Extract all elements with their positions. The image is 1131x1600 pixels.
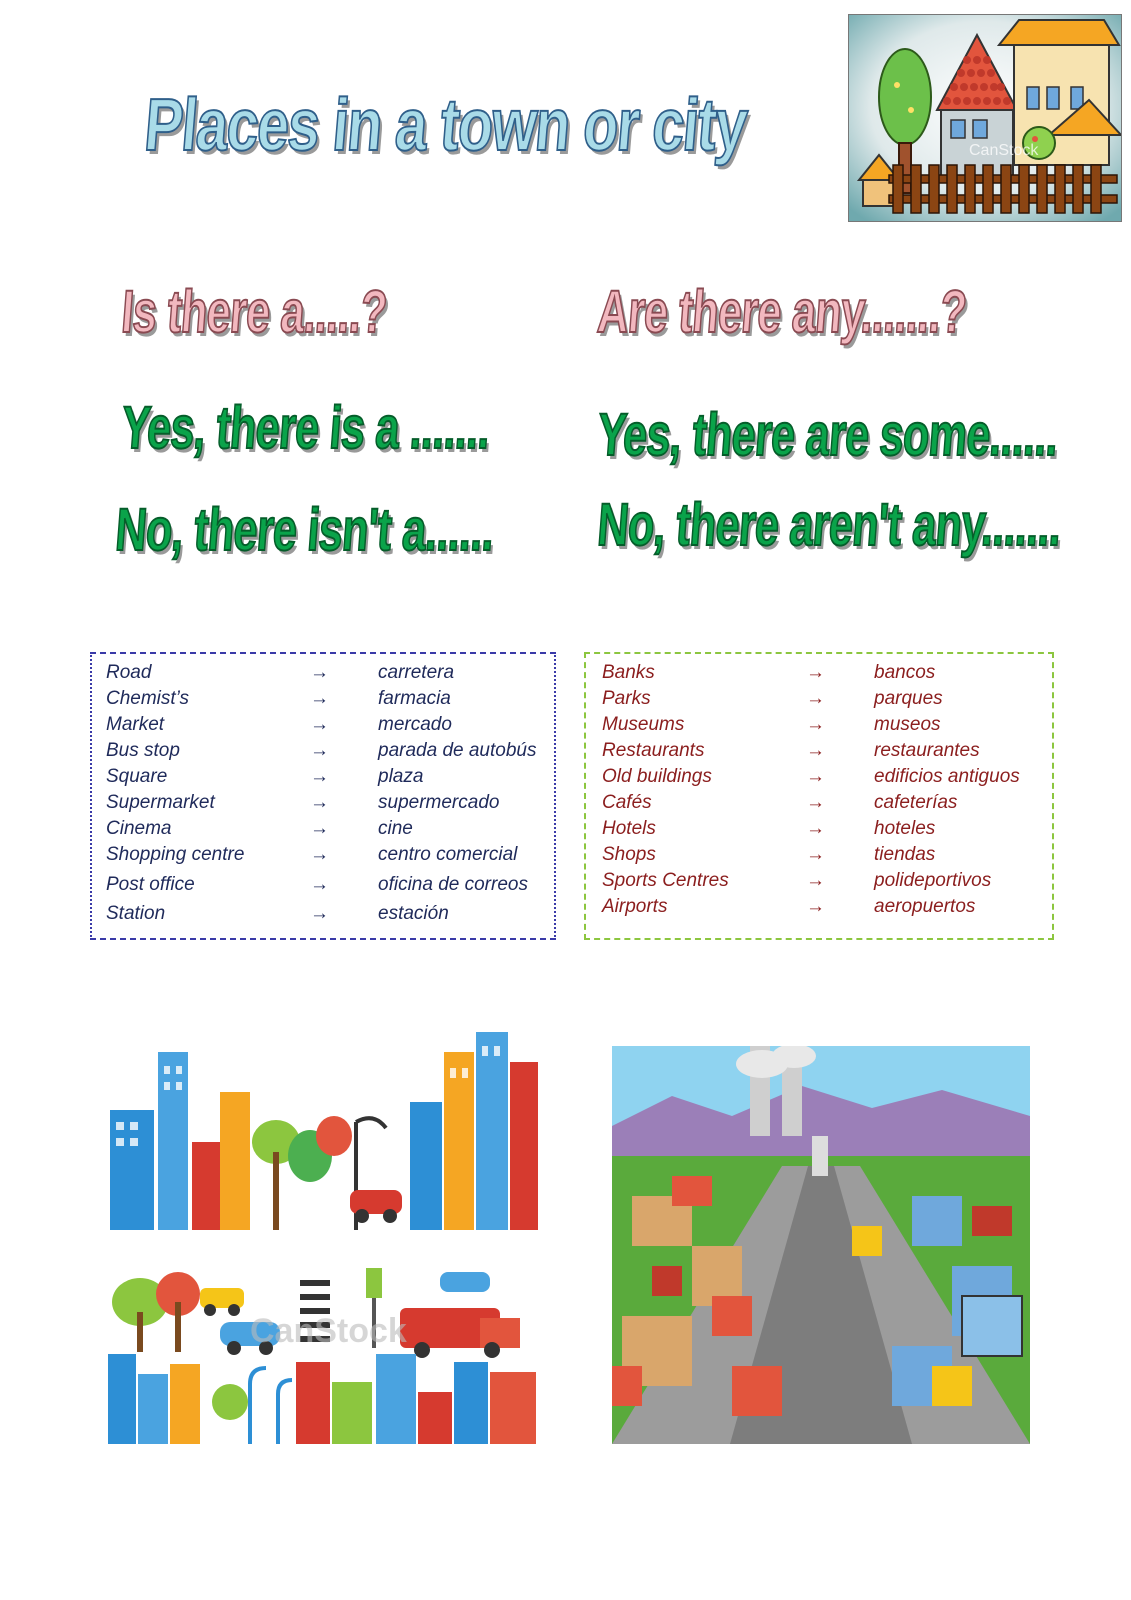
spanish-word: aeropuertos — [874, 896, 976, 917]
english-word: Station — [106, 903, 166, 924]
arrow-icon: → — [310, 844, 329, 865]
english-word: Supermarket — [106, 792, 215, 813]
arrow-icon: → — [806, 844, 825, 865]
english-word: Old buildings — [602, 766, 712, 787]
arrow-icon: → — [806, 714, 825, 735]
vocab-row — [92, 740, 554, 766]
arrow-icon: → — [310, 818, 329, 839]
english-word: Museums — [602, 714, 685, 735]
english-word: Market — [106, 714, 165, 735]
arrow-icon: → — [310, 903, 329, 924]
english-word: Square — [106, 766, 168, 787]
vocabulary-box-plural — [584, 652, 1054, 940]
spanish-word: plaza — [378, 766, 424, 787]
vocab-row — [586, 870, 1052, 896]
spanish-word: museos — [874, 714, 941, 735]
arrow-icon: → — [806, 740, 825, 761]
arrow-icon: → — [310, 714, 329, 735]
english-word: Airports — [602, 896, 668, 917]
spanish-word: edificios antiguos — [874, 766, 1020, 787]
vocab-row — [586, 662, 1052, 688]
spanish-word: farmacia — [378, 688, 451, 709]
house-illustration — [848, 14, 1122, 222]
vocab-row — [586, 740, 1052, 766]
cartoon-city-illustration — [612, 1046, 1030, 1444]
vocab-row — [586, 714, 1052, 740]
arrow-icon: → — [806, 766, 825, 787]
vocab-row — [586, 688, 1052, 714]
english-word: Bus stop — [106, 740, 180, 761]
vocab-row — [586, 766, 1052, 792]
english-word: Chemist’s — [106, 688, 190, 709]
vocab-row — [92, 688, 554, 714]
english-word: Banks — [602, 662, 655, 683]
english-word: Shopping centre — [106, 844, 245, 865]
plural-yes-answer: Yes, there are some...... — [595, 401, 1061, 468]
spanish-word: estación — [378, 903, 449, 924]
vocab-row — [92, 766, 554, 792]
spanish-word: carretera — [378, 662, 455, 683]
vocab-row — [586, 844, 1052, 870]
vocab-row — [92, 792, 554, 818]
english-word: Parks — [602, 688, 651, 709]
vocabulary-box-singular — [90, 652, 556, 940]
arrow-icon: → — [806, 792, 825, 813]
arrow-icon: → — [806, 662, 825, 683]
plural-no-answer: No, there aren't any....... — [595, 491, 1064, 558]
singular-no-answer: No, there isn't a...... — [113, 496, 497, 563]
city-watermark: CanStock — [250, 1312, 407, 1350]
vocab-row — [586, 896, 1052, 922]
singular-question: Is there a.....? — [119, 278, 389, 345]
arrow-icon: → — [806, 870, 825, 891]
vocab-row — [92, 818, 554, 844]
english-word: Road — [106, 662, 152, 683]
arrow-icon: → — [806, 896, 825, 917]
english-word: Post office — [106, 874, 195, 895]
spanish-word: tiendas — [874, 844, 936, 865]
arrow-icon: → — [310, 874, 329, 895]
spanish-word: cine — [378, 818, 413, 839]
house-watermark: CanStock — [969, 142, 1039, 159]
flat-city-illustration — [100, 1032, 540, 1444]
vocab-row — [92, 874, 554, 900]
english-word: Cinema — [106, 818, 172, 839]
spanish-word: restaurantes — [874, 740, 980, 761]
vocab-row — [92, 714, 554, 740]
english-word: Sports Centres — [602, 870, 729, 891]
arrow-icon: → — [806, 688, 825, 709]
house-picture — [849, 15, 1121, 221]
spanish-word: oficina de correos — [378, 874, 528, 895]
english-word: Cafés — [602, 792, 652, 813]
arrow-icon: → — [310, 792, 329, 813]
spanish-word: hoteles — [874, 818, 936, 839]
vocab-row — [586, 818, 1052, 844]
flat-city-picture — [100, 1032, 540, 1444]
arrow-icon: → — [310, 766, 329, 787]
arrow-icon: → — [310, 662, 329, 683]
spanish-word: parques — [874, 688, 943, 709]
arrow-icon: → — [310, 740, 329, 761]
vocab-row — [92, 844, 554, 870]
spanish-word: supermercado — [378, 792, 500, 813]
spanish-word: mercado — [378, 714, 452, 735]
vocab-row — [92, 662, 554, 688]
spanish-word: centro comercial — [378, 844, 518, 865]
english-word: Shops — [602, 844, 656, 865]
page-title: Places in a town or city — [141, 83, 750, 166]
cartoon-city-picture — [612, 1046, 1030, 1444]
spanish-word: parada de autobús — [378, 740, 537, 761]
spanish-word: bancos — [874, 662, 936, 683]
english-word: Restaurants — [602, 740, 705, 761]
spanish-word: cafeterías — [874, 792, 958, 813]
vocab-row — [586, 792, 1052, 818]
arrow-icon: → — [806, 818, 825, 839]
english-word: Hotels — [602, 818, 656, 839]
spanish-word: polideportivos — [874, 870, 992, 891]
vocab-row — [92, 903, 554, 929]
singular-yes-answer: Yes, there is a ....... — [119, 394, 492, 461]
plural-question: Are there any.......? — [595, 278, 969, 345]
arrow-icon: → — [310, 688, 329, 709]
